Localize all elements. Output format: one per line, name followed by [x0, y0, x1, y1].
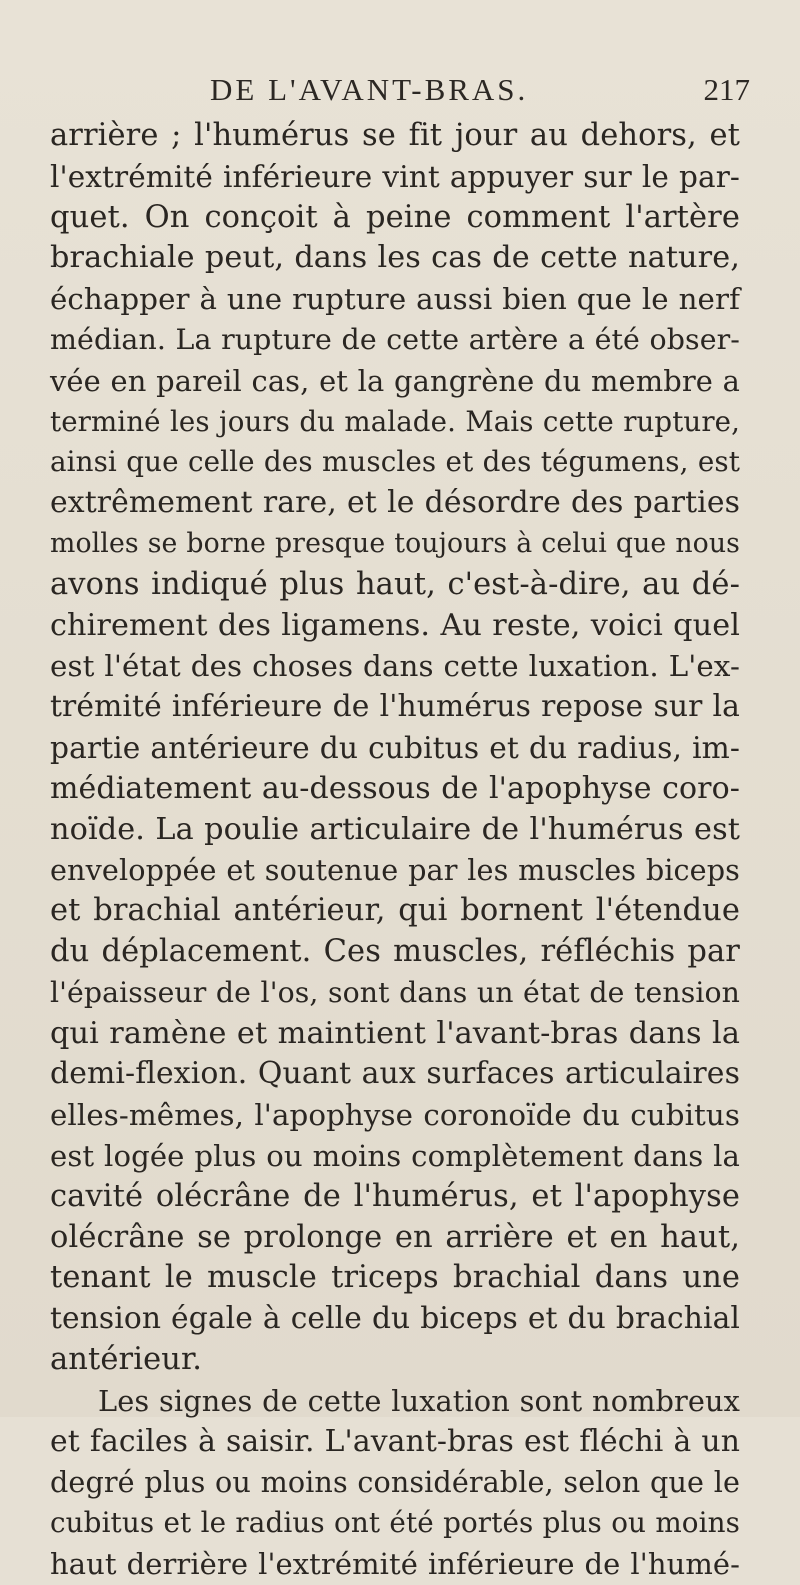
text-line: arrière ; l'humérus se fit jour au dehors, et: [50, 118, 740, 153]
text-line: partie antérieure du cubitus et du radius, im-: [50, 729, 740, 765]
text-line: enveloppée et soutenue par les muscles biceps: [50, 853, 740, 888]
text-line: Les signes de cette luxation sont nombreux: [98, 1383, 740, 1418]
text-line: molles se borne presque toujours à celui que nous: [50, 527, 740, 559]
text-line: noïde. La poulie articulaire de l'humérus est: [50, 811, 740, 847]
text-line: olécrâne se prolonge en arrière et en haut,: [50, 1219, 740, 1255]
text-line: l'épaisseur de l'os, sont dans un état de tension: [50, 975, 740, 1009]
text-line: échapper à une rupture aussi bien que le nerf: [50, 282, 740, 317]
text-line: haut derrière l'extrémité inférieure de l'humé-: [50, 1546, 740, 1581]
text-line: chirement des ligamens. Au reste, voici quel: [50, 607, 740, 643]
text-line: médian. La rupture de cette artère a été obser-: [50, 322, 740, 356]
text-line: est l'état des choses dans cette luxation. L'ex-: [50, 649, 740, 684]
text-line: médiatement au-dessous de l'apophyse coro-: [50, 770, 740, 806]
text-line: cubitus et le radius ont été portés plus ou moins: [50, 1506, 740, 1540]
text-line: et brachial antérieur, qui bornent l'étendue: [50, 893, 740, 929]
text-line: du déplacement. Ces muscles, réfléchis par: [50, 933, 740, 969]
text-line: tension égale à celle du biceps et du brachial: [50, 1301, 740, 1337]
text-line: extrêmement rare, et le désordre des parties: [50, 485, 740, 521]
text-line: degré plus ou moins considérable, selon que le: [50, 1465, 740, 1500]
text-line: tenant le muscle triceps brachial dans une: [50, 1260, 740, 1296]
text-line: quet. On conçoit à peine comment l'artère: [50, 199, 740, 235]
text-line: antérieur.: [50, 1341, 203, 1377]
text-line: et faciles à saisir. L'avant-bras est fléchi à un: [50, 1423, 740, 1459]
text-line: qui ramène et maintient l'avant-bras dans la: [50, 1015, 740, 1051]
running-title: DE L'AVANT-BRAS.: [210, 72, 529, 107]
text-line: demi-flexion. Quant aux surfaces articulaires: [50, 1056, 740, 1092]
page-number: 217: [703, 72, 750, 107]
text-line: est logée plus ou moins complètement dans la: [50, 1138, 740, 1173]
text-line: l'extrémité inférieure vint appuyer sur le par-: [50, 159, 740, 194]
text-line: ainsi que celle des muscles et des tégumens, est: [50, 445, 740, 479]
running-head: [210, 72, 750, 112]
text-line: elles-mêmes, l'apophyse coronoïde du cubitus: [50, 1098, 740, 1133]
text-line: vée en pareil cas, et la gangrène du membre a: [50, 363, 740, 398]
text-line: terminé les jours du malade. Mais cette rupture,: [50, 404, 740, 438]
text-line: cavité olécrâne de l'humérus, et l'apophyse: [50, 1178, 740, 1214]
body-text: [50, 116, 740, 1585]
text-line: brachiale peut, dans les cas de cette nature,: [50, 240, 740, 276]
text-line: trémité inférieure de l'humérus repose sur la: [50, 689, 740, 725]
text-line: avons indiqué plus haut, c'est-à-dire, au dé-: [50, 566, 740, 602]
